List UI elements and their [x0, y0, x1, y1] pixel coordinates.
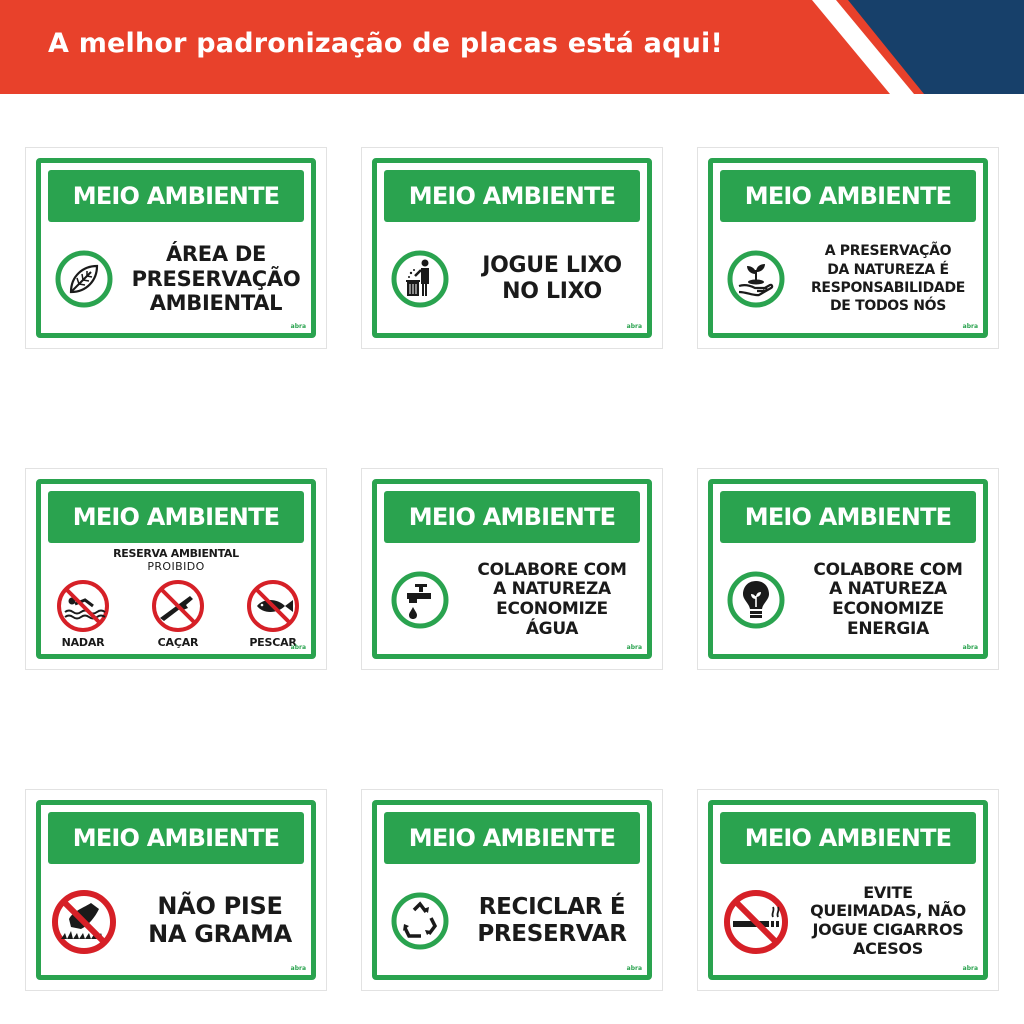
sign-line: ÁGUA [525, 618, 579, 639]
sign-line: NA GRAMA [148, 920, 292, 948]
brand-logo: abra [290, 323, 306, 330]
sign-message [459, 550, 645, 650]
lightbulb-icon [725, 569, 787, 631]
faucet-icon [389, 569, 451, 631]
sign [36, 158, 316, 338]
sign-line: EVITE [863, 882, 913, 902]
sign-message [123, 229, 309, 329]
sign-line: DE TODOS NÓS [829, 298, 947, 315]
brand-logo: abra [626, 323, 642, 330]
sign-message [795, 871, 981, 971]
reserve-subtitle: PROIBIDO [147, 560, 205, 573]
swimmer-icon [55, 578, 111, 634]
fish-icon [245, 578, 301, 634]
sign [372, 800, 652, 980]
sign-line: COLABORE COM [477, 559, 627, 580]
sign-card-reciclar [361, 789, 663, 991]
sign-line: ECONOMIZE [496, 599, 608, 619]
sign-message [127, 871, 313, 971]
banner-title: A melhor padronização de placas está aqui! [48, 28, 723, 59]
sign-line: ECONOMIZE [832, 599, 944, 619]
sign-line: RECICLAR É [478, 894, 626, 921]
sign-message [459, 871, 645, 971]
rifle-icon [150, 578, 206, 634]
prohibition-fish [238, 578, 308, 650]
sign-header: MEIO AMBIENTE [48, 170, 304, 222]
leaf-icon [53, 248, 115, 310]
sign [372, 158, 652, 338]
sign-line: A NATUREZA [829, 579, 947, 600]
sign-message [795, 550, 981, 650]
no-smoking-icon [723, 889, 789, 955]
sign-card-economize-agua [361, 468, 663, 670]
sign-line: RESPONSABILIDADE [810, 280, 966, 296]
sign [36, 800, 316, 980]
sign-card-area-preservacao [25, 147, 327, 349]
sign-line: PRESERVAÇÃO [131, 266, 301, 291]
sign-line: AMBIENTAL [149, 291, 283, 316]
brand-logo: abra [962, 965, 978, 972]
hand-plant-icon [725, 248, 787, 310]
trash-person-icon [389, 248, 451, 310]
sign-line: PRESERVAR [477, 921, 627, 947]
sign-line: COLABORE COM [813, 559, 963, 580]
no-stepping-grass-icon [51, 889, 117, 955]
prohibition-label: PESCAR [249, 636, 297, 649]
sign-line: ÁREA DE [165, 242, 266, 267]
top-banner [0, 0, 1024, 94]
sign-card-preservacao-natureza [697, 147, 999, 349]
sign-header: MEIO AMBIENTE [384, 170, 640, 222]
sign-line: DA NATUREZA É [827, 261, 949, 278]
sign-line: JOGUE CIGARROS [812, 920, 964, 939]
sign-message [459, 229, 645, 329]
sign-line: ACESOS [853, 938, 923, 958]
sign-card-jogue-lixo [361, 147, 663, 349]
sign-line: QUEIMADAS, NÃO [810, 901, 966, 921]
sign-card-nao-pise-grama [25, 789, 327, 991]
prohibition-swim [48, 578, 118, 650]
sign [372, 479, 652, 659]
sign-header: MEIO AMBIENTE [48, 491, 304, 543]
brand-logo: abra [290, 965, 306, 972]
reserve-title: RESERVA AMBIENTAL [113, 547, 239, 560]
prohibition-hunt [143, 578, 213, 650]
sign [36, 479, 316, 659]
sign-card-economize-energia [697, 468, 999, 670]
sign-line: NO LIXO [502, 279, 602, 304]
recycle-icon [389, 890, 451, 952]
sign-header: MEIO AMBIENTE [720, 491, 976, 543]
sign-header: MEIO AMBIENTE [384, 491, 640, 543]
brand-logo: abra [962, 323, 978, 330]
sign-header: MEIO AMBIENTE [384, 812, 640, 864]
sign-line: JOGUE LIXO [482, 253, 622, 279]
sign-line: A PRESERVAÇÃO [824, 243, 952, 260]
sign-message [795, 229, 981, 329]
sign-header: MEIO AMBIENTE [48, 812, 304, 864]
prohibition-label: NADAR [61, 636, 105, 649]
sign-header: MEIO AMBIENTE [720, 170, 976, 222]
sign [708, 479, 988, 659]
brand-logo: abra [626, 644, 642, 651]
sign-card-reserva-ambiental [25, 468, 327, 670]
sign-line: NÃO PISE [157, 892, 283, 921]
sign-line: ENERGIA [847, 618, 929, 639]
brand-logo: abra [962, 644, 978, 651]
brand-logo: abra [290, 644, 306, 651]
sign-header: MEIO AMBIENTE [720, 812, 976, 864]
sign [708, 158, 988, 338]
sign-card-evite-queimadas [697, 789, 999, 991]
sign-line: A NATUREZA [493, 579, 611, 600]
brand-logo: abra [626, 965, 642, 972]
prohibition-label: CAÇAR [157, 636, 199, 649]
sign [708, 800, 988, 980]
